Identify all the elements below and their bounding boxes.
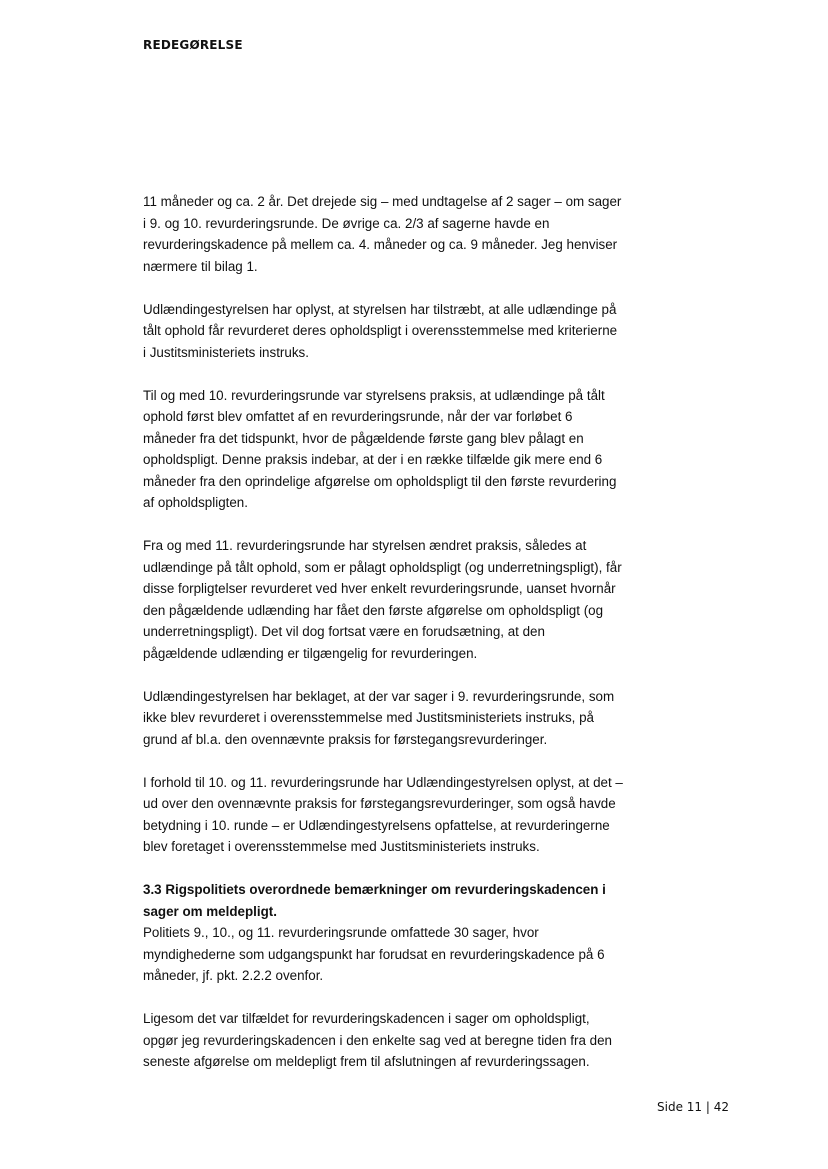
page-number: Side 11 | 42: [657, 1100, 729, 1114]
body-paragraph-5: Udlændingestyrelsen har beklaget, at der var sager i 9. revurderingsrunde, som ikke blev revurderet i overensstemmelse med Justitsministeriets instruks, på grund af bl.a. den ovennævnte praksis for førstegangsrevurderinger.: [143, 688, 615, 747]
body-paragraph-1: 11 måneder og ca. 2 år. Det drejede sig – med undtagelse af 2 sager – om sager i 9. og 10. revurderingsrunde. De øvrige ca. 2/3 af sagerne havde en revurderingskadence på mellem ca. 4. måneder og ca. 9 måneder. Jeg henviser nærmere til bilag 1.: [143, 194, 622, 274]
section-paragraph-2: Ligesom det var tilfældet for revurderingskadencen i sager om opholdspligt, opgør jeg revurderingskadencen i den enkelte sag ved at beregne tiden fra den seneste afgørelse om meldepligt frem til afslutningen af revurderingssagen.: [143, 1011, 612, 1069]
section-paragraph-1: Politiets 9., 10., og 11. revurderingsrunde omfattede 30 sager, hvor myndighederne som udgangspunkt har forudsat en revurderingskadence på 6 måneder, jf. pkt. 2.2.2 ovenfor.: [143, 925, 605, 983]
body-paragraph-6: I forhold til 10. og 11. revurderingsrunde har Udlændingestyrelsen oplyst, at det – ud over den ovennævnte praksis for førstegangsrevurderinger, som også havde betydning i 10. runde – er Udlændingestyrelsens opfattelse, at revurderingerne blev foretaget i overensstemmelse med Justitsministeriets instruks.: [143, 774, 623, 854]
body-paragraph-2: Udlændingestyrelsen har oplyst, at styrelsen har tilstræbt, at alle udlændinge på tålt ophold får revurderet deres opholdspligt i overensstemmelse med kriterierne i Justitsministeriets instruks.: [143, 301, 618, 360]
document-header-label: REDEGØRELSE: [143, 38, 243, 52]
body-paragraph-3: Til og med 10. revurderingsrunde var styrelsens praksis, at udlændinge på tålt ophold først blev omfattet af en revurderingsrunde, når der var forløbet 6 måneder fra det tidspunkt, hvor de pågældende første gang blev pålagt en opholdspligt. Denne praksis indebar, at der i en række tilfælde gik mere end 6 måneder fra den oprindelige afgørelse om opholdspligt til den første revurdering af opholdspligten.: [143, 387, 617, 510]
document-body: [143, 191, 623, 1094]
body-paragraph-4: Fra og med 11. revurderingsrunde har styrelsen ændret praksis, således at udlændinge på tålt ophold, som er pålagt opholdspligt (og underretningspligt), får disse forpligtelser revurderet ved hver enkelt revurderingsrunde, uanset hvornår den pågældende udlænding har fået den første afgørelse om opholdspligt (og underretningspligt). Det vil dog fortsat være en forudsætning, at den pågældende udlænding er tilgængelig for revurderingen.: [143, 538, 622, 661]
section-heading: 3.3 Rigspolitiets overordnede bemærkninger om revurderingskadencen i sager om meldepligt.: [143, 882, 606, 919]
